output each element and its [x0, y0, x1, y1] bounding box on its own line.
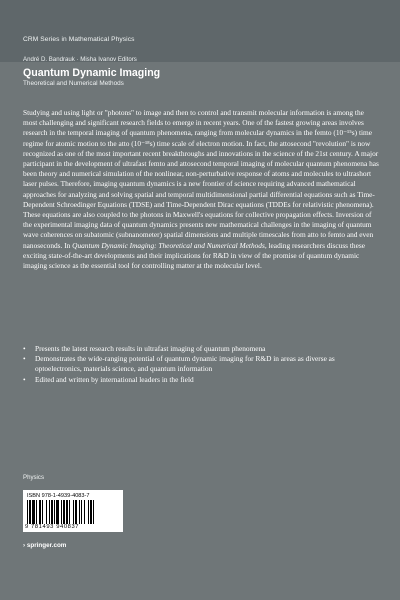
barcode-number: 9 781493 940837: [25, 524, 80, 530]
feature-item: • Demonstrates the wide-ranging potential of quantum dynamic imaging for R&D in areas as diverse as optoelectronics, materials science, and quantum information: [23, 354, 379, 374]
series-name: CRM Series in Mathematical Physics: [23, 36, 135, 43]
description-text-end: leading researchers discuss these exciting state-of-the-art developments and their implications for R&D in view of the promise of quantum dynamic imaging science as the essential tool for controlling matter at the molecular level.: [23, 240, 365, 271]
feature-item: • Presents the latest research results in ultrafast imaging of quantum phenomena: [23, 344, 379, 354]
category-label: Physics: [23, 474, 44, 481]
book-subtitle: Theoretical and Numerical Methods: [23, 80, 124, 87]
editors-line: André D. Bandrauk · Misha Ivanov Editors: [23, 56, 137, 63]
publisher-url: › springer.com: [23, 542, 67, 549]
description-text: Studying and using light or "photons" to image and then to control and transmit molecular information is among the most challenging and significant research fields to emerge in recent years. One of the fastest growing areas involves research in the temporal imaging of quantum phenomena, ranging from molecular dynamics in the femto (10⁻¹⁵s) time regime for atomic motion to the atto (10⁻¹⁸s) time scale of electron motion. In fact, the attosecond "revolution" is now recognized as one of the most important recent breakthroughs and innovations in the science of the 21st century. A major participant in the development of ultrafast femto and attosecond temporal imaging of molecular quantum phenomena has been theory and numerical simulation of the nonlinear, non-perturbative response of atoms and molecules to ultrashort laser pulses. Therefore, imaging quantum dynamics is a new frontier of science requiring advanced mathematical approaches for analyzing and solving spatial and temporal multidimensional partial differential equations such as Time-Dependent Schroedinger Equations (TDSE) and Time-Dependent Dirac equations (TDDEs for relativistic phenomena). These equations are also coupled to the photons in Maxwell's equations for collective propagation effects. Inversion of the experimental imaging data of quantum dynamics presents new mathematical challenges in the imaging of quantum wave coherences on subatomic (subnanometer) spatial dimensions and multiple timescales from atto to femto and even nanoseconds. In: [23, 108, 379, 250]
description-paragraph: [23, 108, 379, 271]
barcode-panel: [23, 490, 123, 532]
book-title: Quantum Dynamic Imaging: [23, 67, 161, 79]
isbn-text: ISBN 978-1-4939-4083-7: [27, 493, 90, 499]
barcode-icon: [27, 500, 119, 524]
feature-item: • Edited and written by international leaders in the field: [23, 375, 379, 385]
description: [23, 108, 379, 271]
feature-list: [23, 344, 379, 385]
top-band: [0, 0, 400, 62]
description-book-title: Quantum Dynamic Imaging: Theoretical and Numerical Methods,: [72, 240, 267, 250]
